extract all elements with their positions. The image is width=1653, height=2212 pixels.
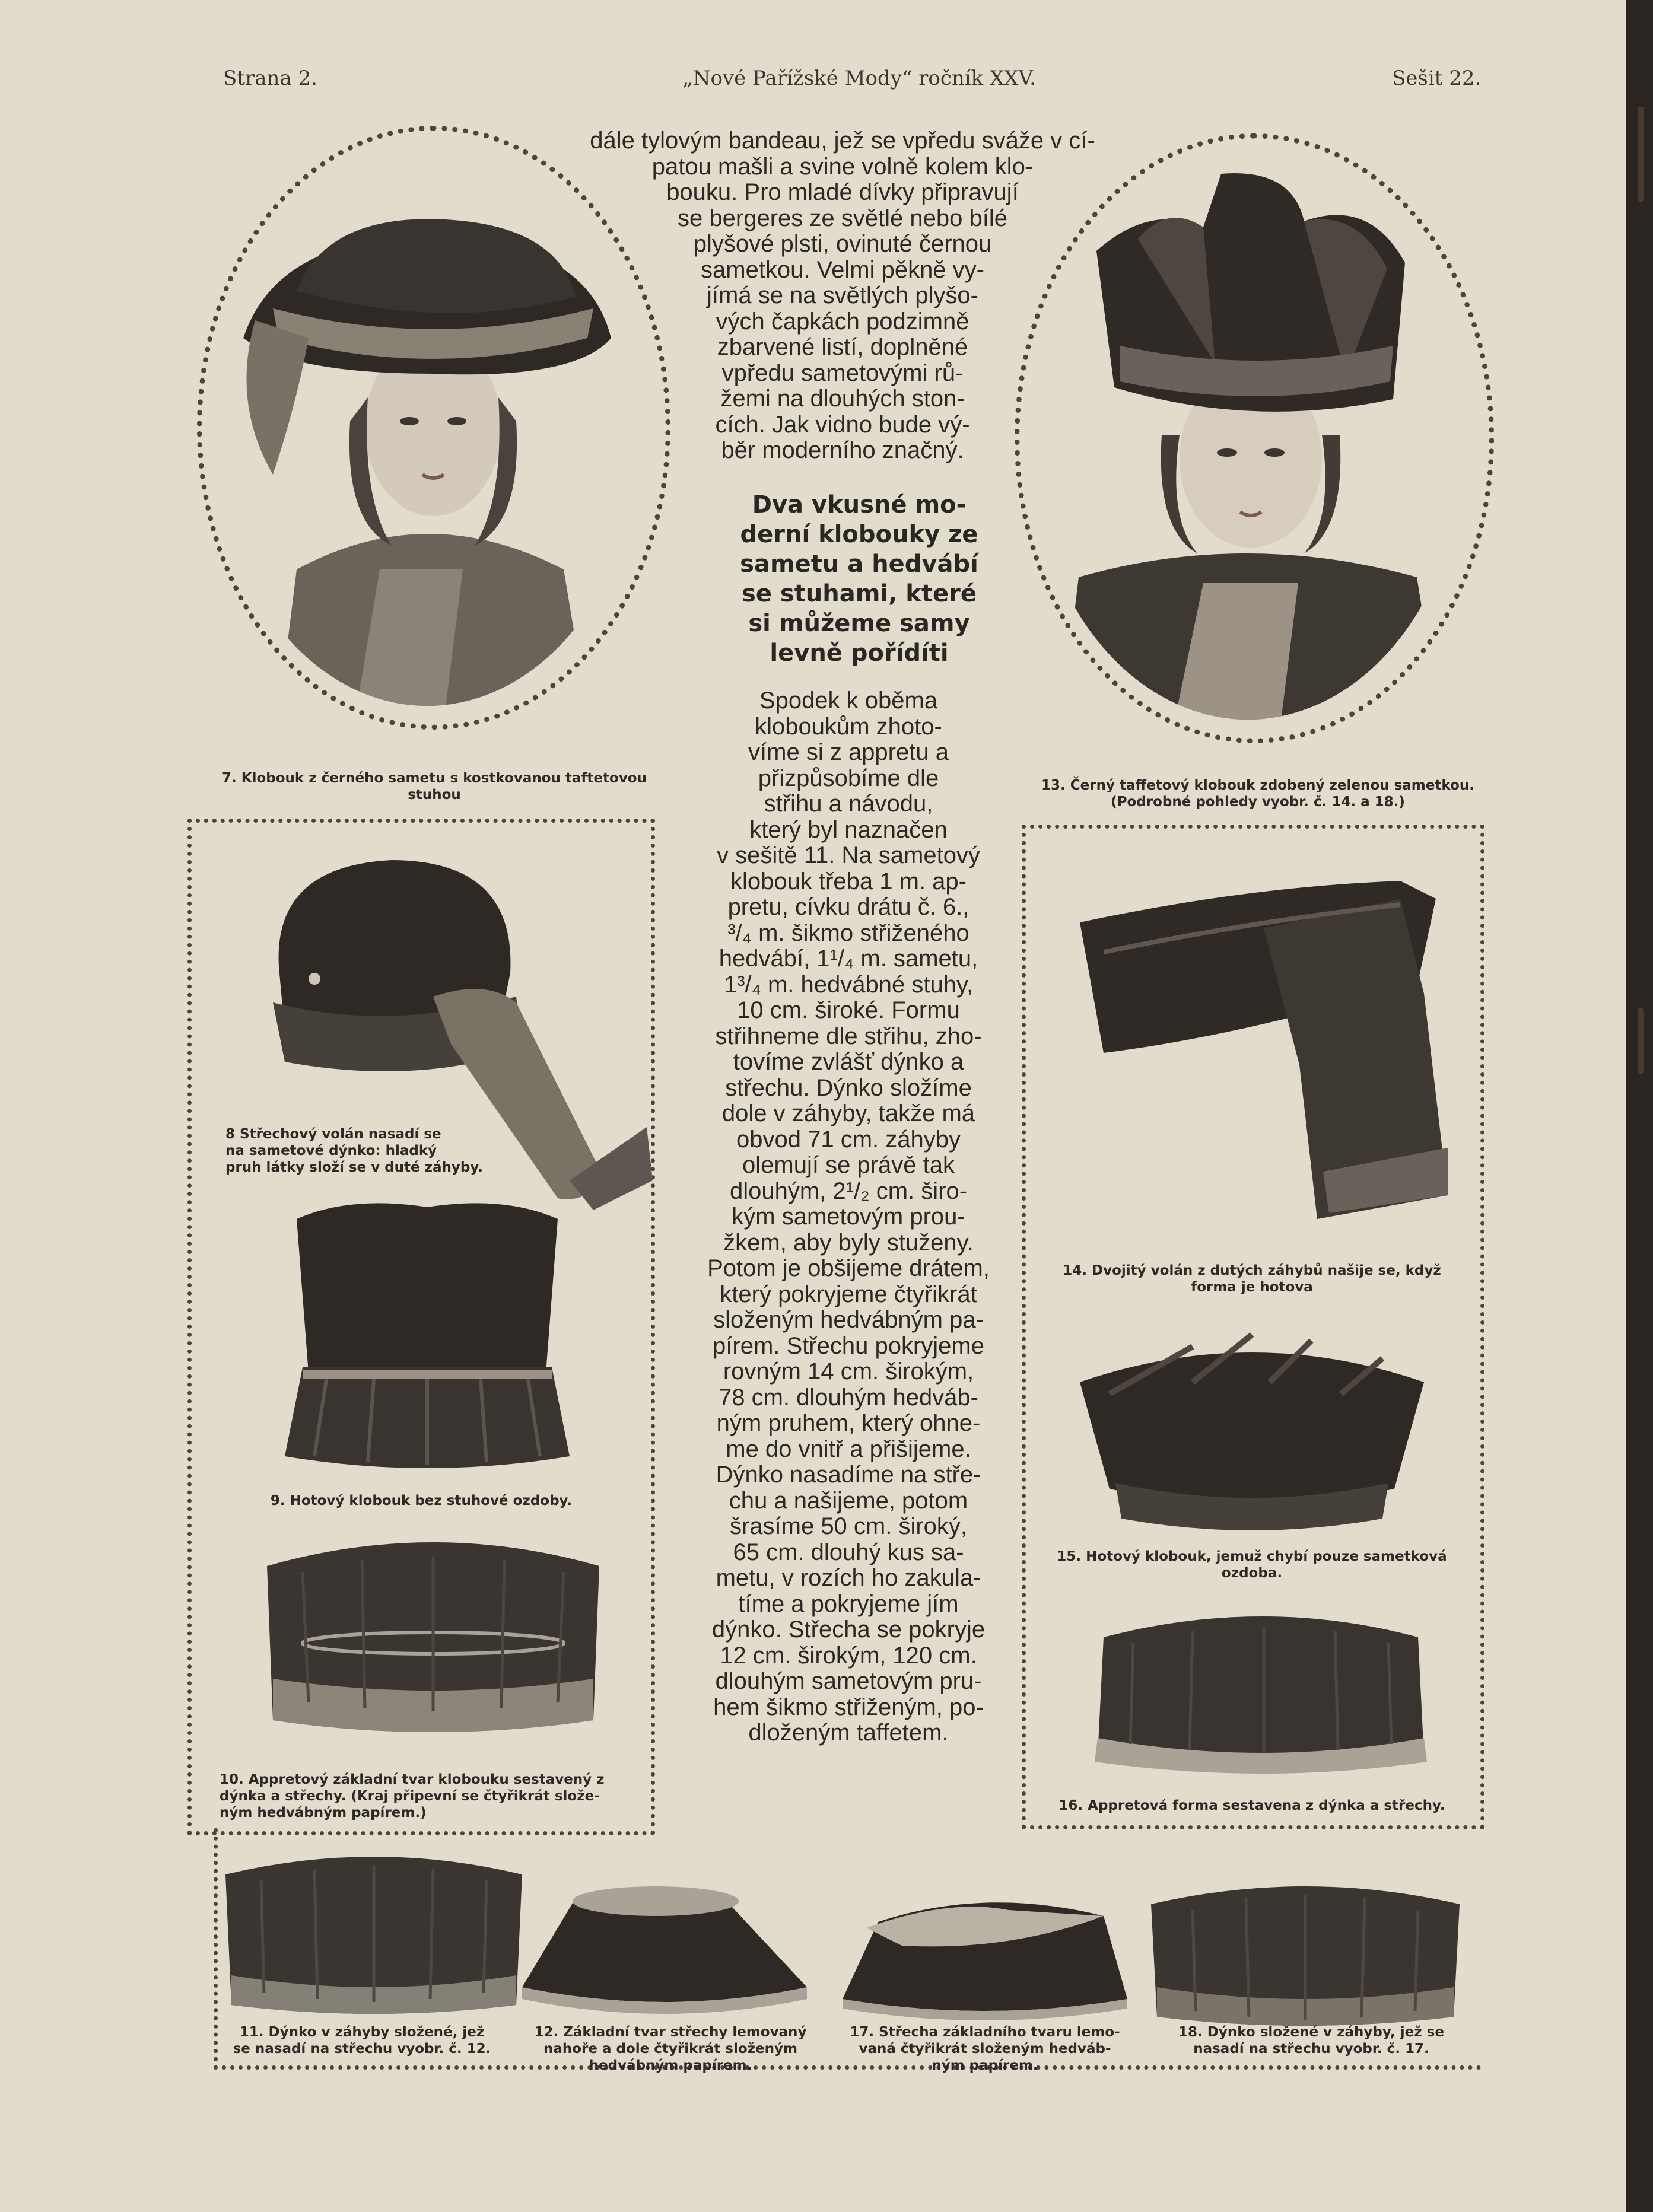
intro-text: dále tylovým bandeau, jež se vpředu sváže v cí- patou mašli a svine volně kolem klo- bouku. Pro mladé dívky připravují se bergeres ze světlé nebo bílé plyšové plsti, ovinuté černou sametkou. Velmi pěkně vy- jímá se na světlých plyšo- vých čapkách podzimně zbarvené listí, doplněné vpředu sametovými rů- žemi na dlouhých ston- cích. Jak vidno bude vý- běr moderního značný. bbox=[590, 128, 1095, 463]
caption-14: 14. Dvojitý volán z dutých záhybů našije se, když forma je hotova bbox=[1063, 1263, 1441, 1295]
caption-11: 11. Dýnko v záhyby složené, jež se nasadí na střechu vyobr. č. 12. bbox=[233, 2025, 491, 2057]
issue-number: Sešit 22. bbox=[1392, 66, 1482, 90]
figure-17-illustration bbox=[831, 1886, 1139, 2023]
page-number: Strana 2. bbox=[223, 66, 317, 90]
caption-7: 7. Klobouk z černého sametu s kostkovanou taftetovou stuhou bbox=[222, 771, 647, 803]
caption-16: 16. Appretová forma sestavena z dýnka a střechy. bbox=[1058, 1798, 1445, 1813]
binding-edge bbox=[1626, 0, 1653, 2212]
figure-14-illustration bbox=[1068, 863, 1448, 1231]
figure-15-illustration bbox=[1074, 1311, 1430, 1536]
caption-9: 9. Hotový klobouk bez stuhové ozdoby. bbox=[270, 1493, 573, 1508]
figure-9-illustration bbox=[279, 1195, 576, 1474]
figure-12-illustration bbox=[510, 1874, 819, 2017]
figure-10-illustration bbox=[255, 1524, 611, 1744]
figure-11-illustration bbox=[220, 1845, 528, 2023]
figure-18-illustration bbox=[1145, 1869, 1466, 2029]
caption-15: 15. Hotový klobouk, jemuž chybí pouze sametková ozdoba. bbox=[1057, 1549, 1447, 1581]
magazine-title: „Nové Pařížské Mody“ ročník XXV. bbox=[682, 66, 1036, 90]
caption-13: 13. Černý taffetový klobouk zdobený zelenou sametkou. (Podrobné pohledy vyobr. č. 14. a 18.) bbox=[1041, 778, 1474, 810]
caption-8: 8 Střechový volán nasadí se na sametové dýnko: hladký pruh látky složí se v duté záhyby. bbox=[225, 1126, 484, 1175]
article-body: Spodek k oběma kloboukům zhoto- víme si z appretu a přizpůsobíme dle střihu a návodu, který byl naznačen v sešitě 11. Na sametový klobouk třeba 1 m. ap- pretu, cívku drátu č. 6., ³/₄ m. šikmo střiženého hedvábí, 1¹/₄ m. sametu, 1³/₄ m. hedvábné stuhy, 10 cm. široké. Formu střihneme dle střihu, zho- tovíme zvlášť dýnko a střechu. Dýnko složíme dole v záhyby, takže má obvod 71 cm. záhyby olemují se právě tak dlouhým, 2¹/₂ cm. širo- kým sametovým prou- žkem, aby byly stuženy. Potom je obšijeme drátem, který pokryjeme čtyřikrát složeným hedvábným pa- pírem. Střechu pokryjeme rovným 14 cm. širokým, 78 cm. dlouhým hedváb- ným pruhem, který ohne- me do vnitř a přišijeme. Dýnko nasadíme na stře- chu a našijeme, potom šrasíme 50 cm. široký, 65 cm. dlouhý kus sa- metu, v rozích ho zakula- tíme a pokryjeme jím dýnko. Střecha se pokryje 12 cm. širokým, 120 cm. dlouhým sametovým pru- hem šikmo střiženým, po- dloženým taffetem. bbox=[707, 688, 990, 1746]
caption-18: 18. Dýnko složené v záhyby, jež se nasadí na střechu vyobr. č. 17. bbox=[1178, 2025, 1444, 2057]
article-heading: Dva vkusné mo- derní klobouky ze sametu a hedvábí se stuhami, které si můžeme samy levně pořídíti bbox=[740, 491, 978, 667]
binding-mark bbox=[1638, 107, 1644, 202]
figure-16-illustration bbox=[1086, 1602, 1442, 1780]
caption-10: 10. Appretový základní tvar klobouku sestavený z dýnka a střechy. (Kraj připevní se čtyřikrát slože- ným hedvábným papírem.) bbox=[220, 1772, 605, 1820]
binding-mark bbox=[1638, 1008, 1644, 1074]
caption-12: 12. Základní tvar střechy lemovaný nahoře a dole čtyřikrát složeným hedvábným papírem. bbox=[534, 2025, 807, 2073]
caption-17: 17. Střecha základního tvaru lemo- vaná čtyřikrát složeným hedváb- ným papírem. bbox=[850, 2025, 1120, 2073]
